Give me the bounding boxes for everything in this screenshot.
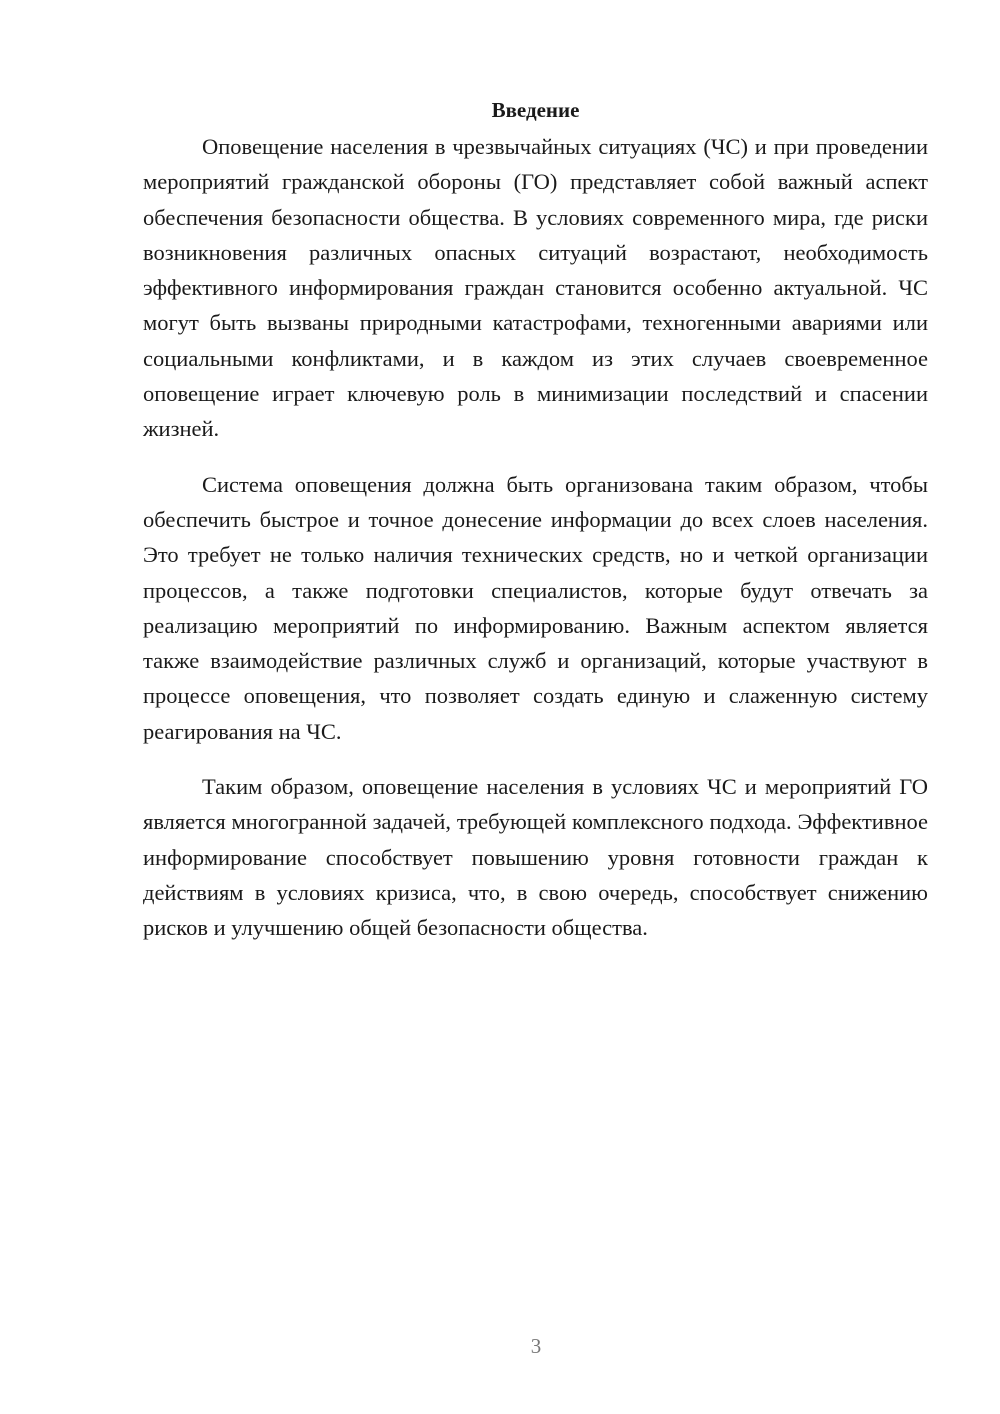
paragraph-1: Оповещение населения в чрезвычайных ситуациях (ЧС) и при проведении мероприятий гражданской обороны (ГО) представляет собой важный аспект обеспечения безопасности общества. В условиях современного мира, где риски возникновения различных опасных ситуаций возрастают, необходимость эффективного информирования граждан становится особенно актуальной. ЧС могут быть вызваны природными катастрофами, техногенными авариями или социальными конфликтами, и в каждом из этих случаев своевременное оповещение играет ключевую роль в минимизации последствий и спасении жизней. (143, 134, 928, 442)
page-number: 3 (530, 1334, 542, 1358)
section-title: Введение (491, 98, 580, 122)
page-content (143, 92, 928, 966)
paragraph-3: Таким образом, оповещение населения в условиях ЧС и мероприятий ГО является многогранной задачей, требующей комплексного подхода. Эффективное информирование способствует повышению уровня готовности граждан к действиям в условиях кризиса, что, в свою очередь, способствует снижению рисков и улучшению общей безопасности общества. (143, 774, 928, 941)
paragraph-2: Система оповещения должна быть организована таким образом, чтобы обеспечить быстрое и точное донесение информации до всех слоев населения. Это требует не только наличия технических средств, но и четкой организации процессов, а также подготовки специалистов, которые будут отвечать за реализацию мероприятий по информированию. Важным аспектом является также взаимодействие различных служб и организаций, которые участвуют в процессе оповещения, что позволяет создать единую и слаженную систему реагирования на ЧС. (143, 471, 928, 744)
